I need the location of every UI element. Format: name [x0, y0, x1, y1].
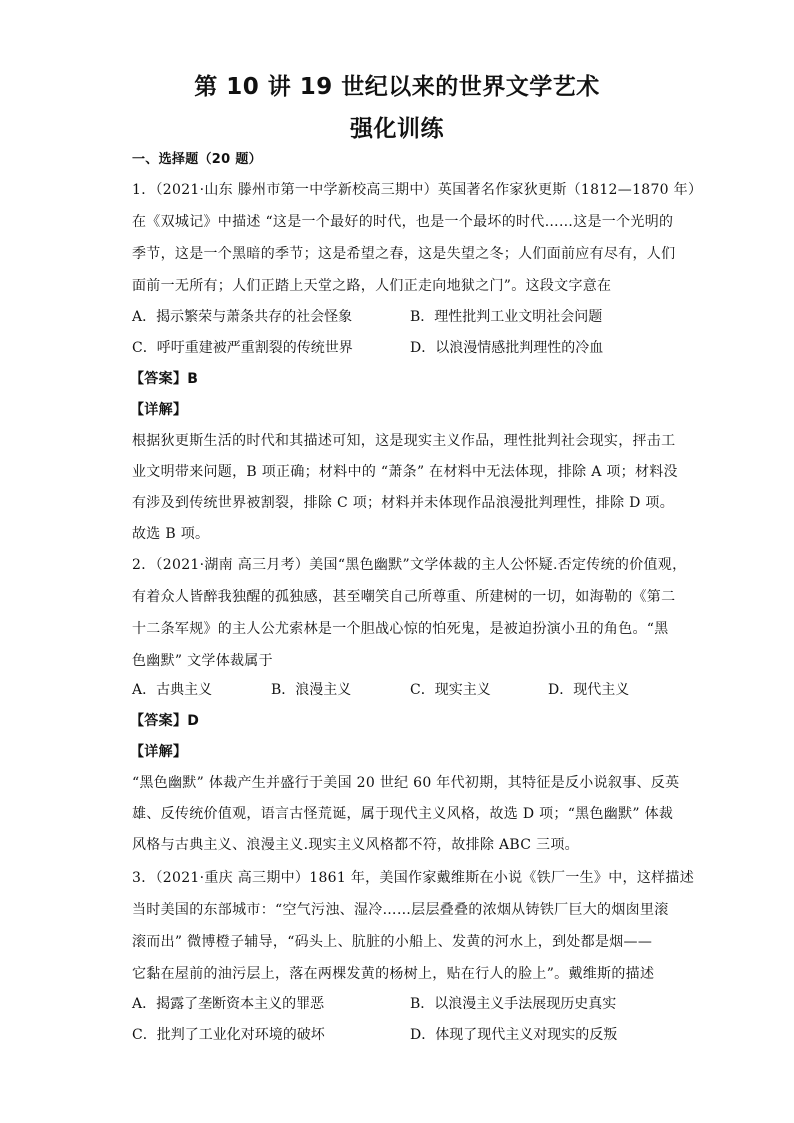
q3-option-c: C．批判了工业化对环境的破坏	[132, 1027, 325, 1043]
q2-option-a: A．古典主义	[132, 682, 213, 698]
q1-option-b: B．理性批判工业文明社会问题	[410, 309, 603, 325]
q2-line: 有着众人皆醉我独醒的孤独感，甚至嘲笑自己所尊重、所建树的一切，如海勒的《第二	[132, 589, 676, 605]
q1-detail-line: 有涉及到传统世界被割裂，排除 C 项；材料并未体现作品浪漫批判理性，排除 D 项。	[132, 495, 675, 511]
q2-option-c: C．现实主义	[410, 682, 491, 698]
q1-answer: 【答案】B	[130, 371, 199, 387]
q1-option-d: D．以浪漫情感批判理性的冷血	[410, 340, 604, 356]
q2-line: 色幽默” 文学体裁属于	[132, 653, 273, 669]
q3-line: 当时美国的东部城市：“空气污浊、湿冷……层层叠叠的浓烟从铸铁厂巨大的烟囱里滚	[132, 902, 669, 918]
q2-answer: 【答案】D	[130, 713, 200, 729]
section-heading: 一、选择题（20 题）	[132, 152, 262, 167]
q1-option-c: C．呼吁重建被严重割裂的传统世界	[132, 340, 353, 356]
q2-detail-line: “黑色幽默” 体裁产生并盛行于美国 20 世纪 60 年代初期，其特征是反小说叙事、反英	[132, 775, 680, 791]
q2-line: 2．（2021·湖南 高三月考）美国“黑色幽默”文学体裁的主人公怀疑.否定传统的价值观，	[132, 557, 687, 573]
document-title: 第 10 讲 19 世纪以来的世界文学艺术	[194, 74, 600, 100]
q1-option-a: A．揭示繁荣与萧条共存的社会怪象	[132, 309, 353, 325]
q1-line: 在《双城记》中描述 “这是一个最好的时代，也是一个最坏的时代……这是一个光明的	[132, 214, 674, 230]
q3-line: 滚而出” 微博橙子辅导，“码头上、肮脏的小船上、发黄的河水上，到处都是烟——	[132, 934, 653, 950]
q1-line: 季节，这是一个黑暗的季节；这是希望之春，这是失望之冬；人们面前应有尽有，人们	[132, 246, 676, 262]
q2-detail-line: 雄、反传统价值观，语言古怪荒诞，属于现代主义风格，故选 D 项；“黑色幽默” 体裁	[132, 806, 674, 822]
q1-line: 1．（2021·山东 滕州市第一中学新校高三期中）英国著名作家狄更斯（1812—1870 年）	[132, 182, 703, 198]
q3-line: 3．（2021·重庆 高三期中）1861 年，美国作家戴维斯在小说《铁厂一生》中，这样描述	[132, 870, 695, 886]
q2-line: 十二条军规》的主人公尤索林是一个胆战心惊的怕死鬼，是被迫扮演小丑的角色。“黑	[132, 621, 669, 637]
q3-option-b: B．以浪漫主义手法展现历史真实	[410, 996, 617, 1012]
q2-option-b: B．浪漫主义	[271, 682, 352, 698]
q3-option-a: A．揭露了垄断资本主义的罪恶	[132, 996, 325, 1012]
q2-option-d: D．现代主义	[548, 682, 630, 698]
q1-detail-line: 根据狄更斯生活的时代和其描述可知，这是现实主义作品，理性批判社会现实，抨击工	[132, 433, 676, 449]
q1-detail-label: 【详解】	[130, 402, 188, 418]
q2-detail-line: 风格与古典主义、浪漫主义.现实主义风格都不符，故排除 ABC 三项。	[132, 837, 579, 853]
q3-option-d: D．体现了现代主义对现实的反叛	[410, 1027, 618, 1043]
document-subtitle: 强化训练	[350, 116, 444, 142]
q3-line: 它黏在屋前的油污层上，落在两棵发黄的杨树上，贴在行人的脸上”。戴维斯的描述	[132, 966, 655, 982]
q1-line: 面前一无所有；人们正踏上天堂之路，人们正走向地狱之门”。这段文字意在	[132, 278, 612, 294]
q1-detail-line: 业文明带来问题，B 项正确；材料中的 “萧条” 在材料中无法体现，排除 A 项；材料没	[132, 464, 678, 480]
q2-detail-label: 【详解】	[130, 744, 188, 760]
q1-detail-line: 故选 B 项。	[132, 526, 210, 542]
